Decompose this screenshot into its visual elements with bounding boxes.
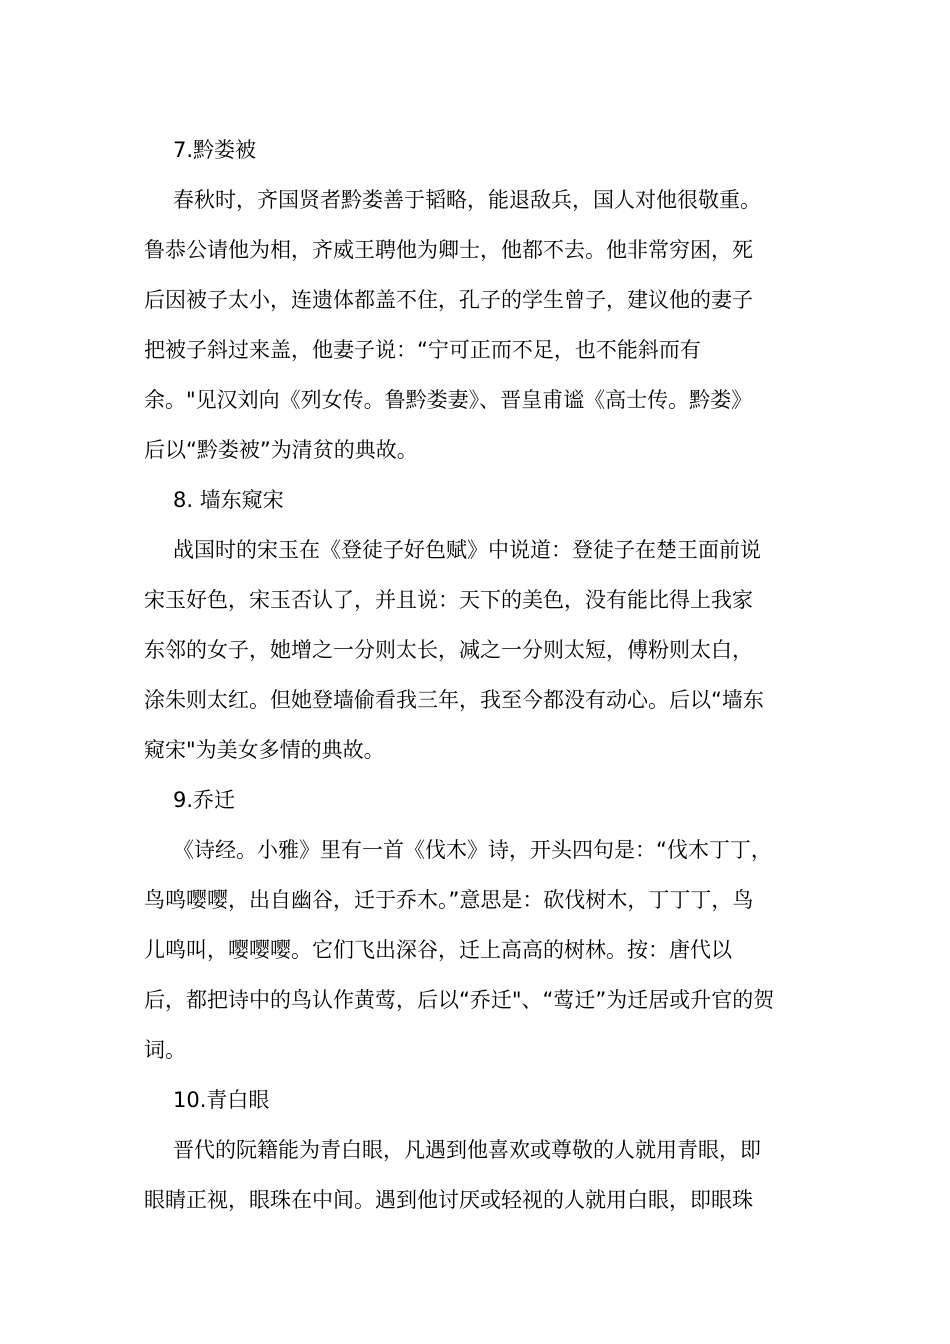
section-heading: 7.黔娄被 <box>173 138 257 162</box>
section-qiang-dong-kui-song <box>144 475 808 775</box>
paragraph-line: 鸟鸣嘤嘤，出自幽谷，迁于乔木。”意思是：砍伐树木，丁丁丁，鸟 <box>144 888 754 912</box>
paragraph-line: 鲁恭公请他为相，齐威王聘他为卿士，他都不去。他非常穷困，死 <box>144 238 753 262</box>
paragraph-line: 战国时的宋玉在《登徒子好色赋》中说道：登徒子在楚王面前说 <box>173 538 761 562</box>
paragraph-line: 把被子斜过来盖，他妻子说：“宁可正而不足，也不能斜而有 <box>144 338 701 362</box>
section-paragraph <box>144 175 808 475</box>
section-qiao-qian <box>144 775 808 1075</box>
paragraph-line: 涂朱则太红。但她登墙偷看我三年，我至今都没有动心。后以“墙东 <box>144 688 764 712</box>
paragraph-line: 东邻的女子，她增之一分则太长，减之一分则太短，傅粉则太白， <box>144 638 753 662</box>
paragraph-line: 《诗经。小雅》里有一首《伐木》诗，开头四句是：“伐木丁丁， <box>173 838 772 862</box>
paragraph-line: 词。 <box>144 1038 186 1062</box>
section-qing-bai-yan <box>144 1075 808 1225</box>
paragraph-line: 眼睛正视，眼珠在中间。遇到他讨厌或轻视的人就用白眼，即眼珠 <box>144 1188 753 1212</box>
paragraph-line: 晋代的阮籍能为青白眼，凡遇到他喜欢或尊敬的人就用青眼，即 <box>173 1138 761 1162</box>
paragraph-line: 余。"见汉刘向《列女传。鲁黔娄妻》、晋皇甫谧《高士传。黔娄》 <box>144 388 753 412</box>
section-paragraph <box>144 1125 808 1225</box>
paragraph-line: 后因被子太小，连遗体都盖不住，孔子的学生曾子，建议他的妻子 <box>144 288 753 312</box>
paragraph-line: 后以“黔娄被”为清贫的典故。 <box>144 438 418 462</box>
section-paragraph <box>144 825 808 1075</box>
section-heading: 9.乔迁 <box>173 788 236 812</box>
paragraph-line: 春秋时，齐国贤者黔娄善于韬略，能退敌兵，国人对他很敬重。 <box>173 188 761 212</box>
document-body <box>144 125 808 1225</box>
section-qianlou-quilt <box>144 125 808 475</box>
paragraph-line: 儿鸣叫，嘤嘤嘤。它们飞出深谷，迁上高高的树林。按：唐代以 <box>144 938 732 962</box>
section-heading: 8. 墙东窥宋 <box>173 488 284 512</box>
section-paragraph <box>144 525 808 775</box>
paragraph-line: 宋玉好色，宋玉否认了，并且说：天下的美色，没有能比得上我家 <box>144 588 753 612</box>
paragraph-line: 窥宋"为美女多情的典故。 <box>144 738 385 762</box>
section-heading: 10.青白眼 <box>173 1088 270 1112</box>
paragraph-line: 后，都把诗中的鸟认作黄莺，后以“乔迁"、“莺迁”为迁居或升官的贺 <box>144 988 775 1012</box>
